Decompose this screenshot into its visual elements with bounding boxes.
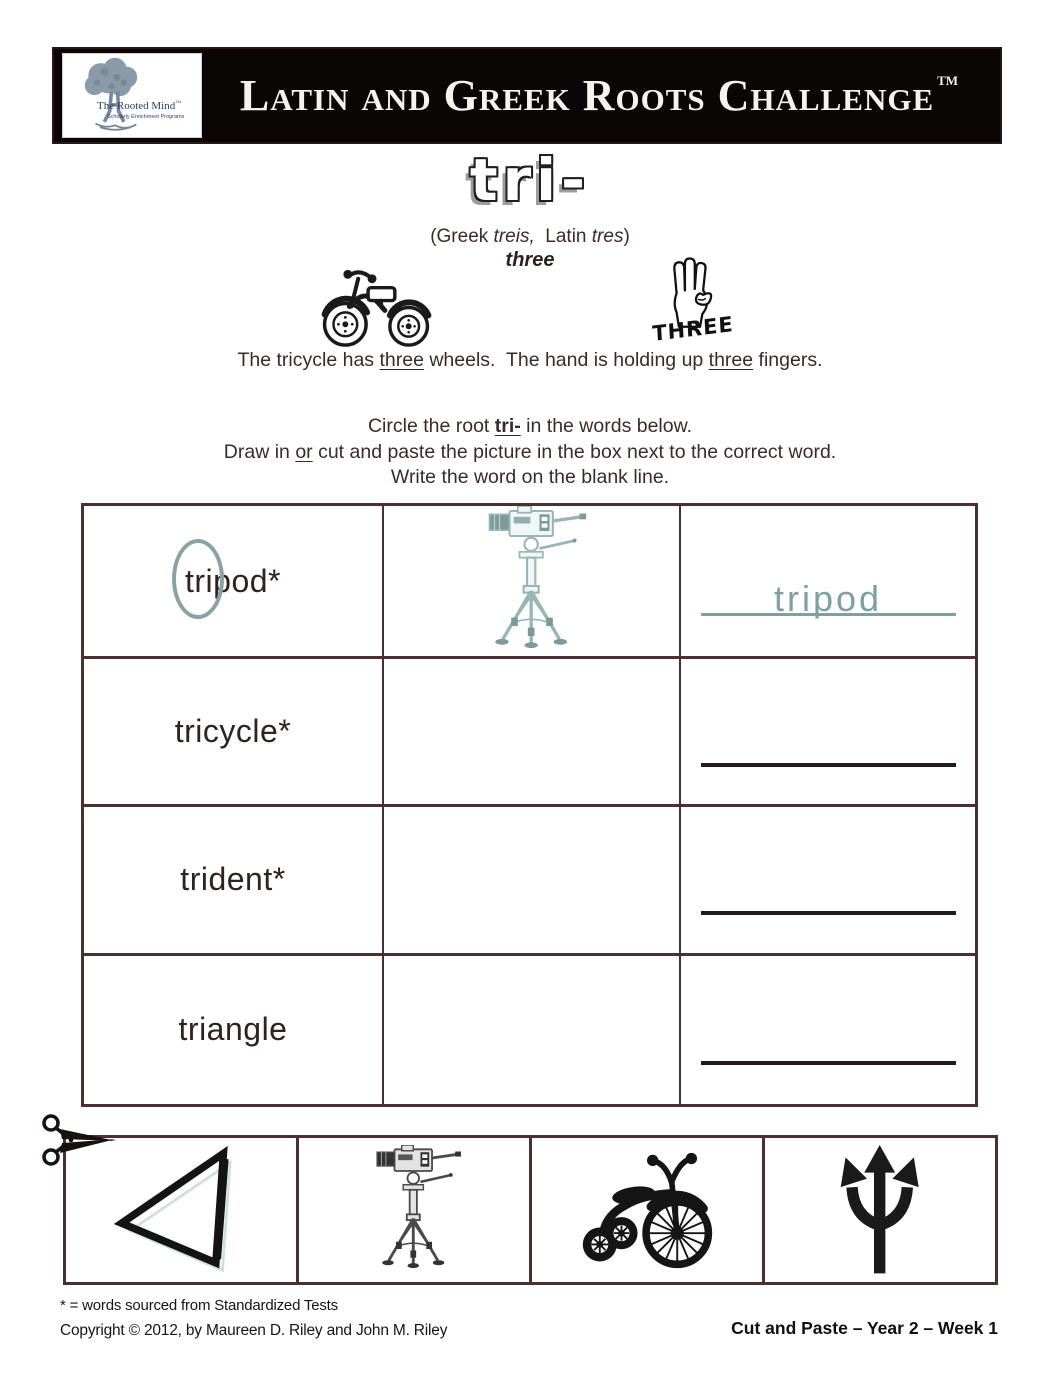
example-sentence: The tricycle has three wheels. The hand is holding up three fingers. — [237, 349, 823, 371]
answer-line — [701, 572, 956, 619]
answer-line — [701, 871, 956, 915]
page-label: Cut and Paste – Year 2 – Week 1 — [731, 1318, 998, 1338]
instruction-line-2: Draw in or cut and paste the picture in the box next to the correct word. — [223, 440, 837, 463]
trademark: TM — [937, 72, 959, 88]
word-cell-tricycle: tricycle* — [84, 659, 384, 807]
tricycle-icon — [562, 1146, 732, 1274]
rooted-mind-logo — [62, 53, 202, 138]
logo-tagline: Scholarly Enrichment Programs — [107, 114, 185, 120]
instruction-line-1: Circle the root tri- in the words below. — [367, 415, 693, 437]
answer-cell-tripod — [681, 506, 975, 659]
header-banner — [52, 47, 1002, 144]
footnote: * = words sourced from Standardized Tests — [60, 1297, 338, 1314]
answer-cell-triangle — [681, 956, 975, 1104]
tripod-camera-icon — [467, 506, 597, 656]
tree-icon — [69, 56, 161, 136]
word-cell-trident: trident* — [84, 807, 384, 955]
scissors-icon — [40, 1112, 122, 1168]
picture-cell-tripod — [384, 506, 681, 659]
circled-root-mark — [172, 539, 224, 619]
answer-cell-trident — [681, 807, 975, 955]
cut-and-paste-strip — [63, 1135, 998, 1285]
word-cell-tripod: tripod* — [84, 506, 384, 659]
instruction-line-3: Write the word on the blank line. — [390, 466, 670, 488]
picture-cell-trident — [384, 807, 681, 955]
cutout-tricycle — [529, 1138, 762, 1282]
root-meaning: three — [505, 249, 555, 271]
picture-cell-triangle — [384, 956, 681, 1104]
page-title: Latin and Greek Roots Challenge ™ — [239, 71, 959, 120]
answer-cell-tricycle — [681, 659, 975, 807]
logo-name: The Rooted Mind™ — [97, 100, 182, 112]
root-word: tri- — [469, 146, 591, 214]
cutout-trident — [762, 1138, 995, 1282]
tricycle-line-icon — [312, 258, 442, 352]
trident-icon — [823, 1145, 938, 1275]
copyright: Copyright © 2012, by Maureen D. Riley and John M. Riley — [60, 1322, 448, 1339]
tripod-camera-icon — [358, 1145, 470, 1275]
handwritten-answer: tripod — [773, 578, 883, 619]
answer-line — [701, 1021, 956, 1065]
picture-cell-tricycle — [384, 659, 681, 807]
cutout-tripod — [296, 1138, 529, 1282]
answer-line — [701, 723, 956, 767]
etymology: (Greek treis, Latin tres) — [430, 226, 630, 247]
word-cell-triangle: triangle — [84, 956, 384, 1104]
worksheet-table — [81, 503, 978, 1107]
three-label: THREE — [651, 312, 735, 346]
three-fingers-example — [628, 255, 758, 355]
instructions — [0, 414, 1060, 491]
